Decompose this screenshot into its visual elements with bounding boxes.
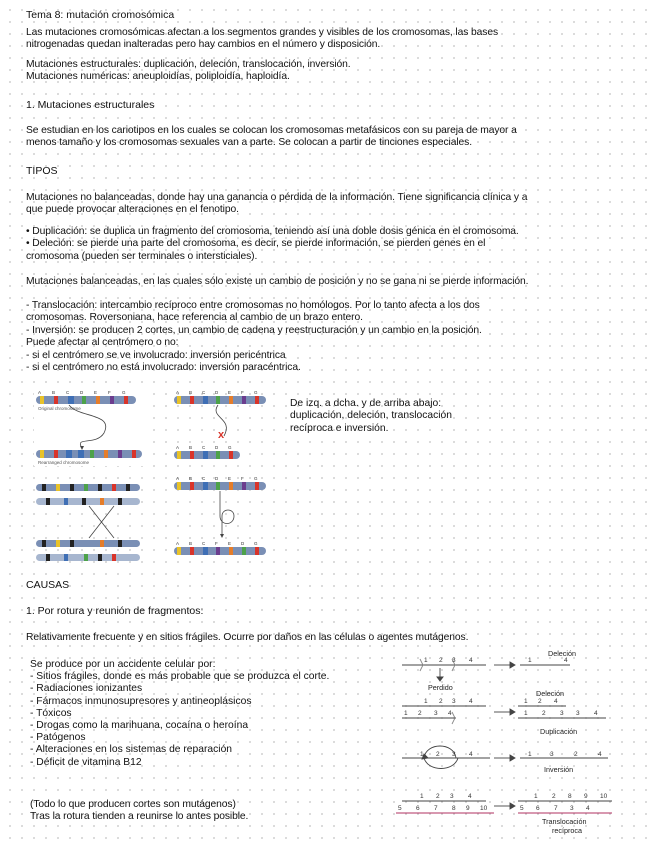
svg-text:4: 4 xyxy=(564,657,568,664)
karyotype-line-1: Se estudian en los cariotipos en los cuales se colocan los cromosomas metafásicos con su pareja de mayor a xyxy=(26,125,517,136)
svg-text:1: 1 xyxy=(420,793,424,800)
svg-text:8: 8 xyxy=(568,793,572,800)
svg-text:3: 3 xyxy=(550,751,554,758)
list-item: cromosoma (pueden ser terminales o intersticiales). xyxy=(26,250,258,262)
causa1-text xyxy=(26,632,626,644)
causa1-heading: 1. Por rotura y reunión de fragmentos: xyxy=(26,605,204,617)
intro-line-2: nitrogenadas quedan inalteradas pero hay cambios en el número y disposición. xyxy=(26,39,381,51)
svg-text:A: A xyxy=(176,476,180,481)
svg-text:3: 3 xyxy=(452,751,456,758)
svg-text:6: 6 xyxy=(416,805,420,812)
original-label: Original chromosome xyxy=(38,406,81,411)
svg-text:3: 3 xyxy=(452,698,456,705)
duplication-panel xyxy=(34,388,144,466)
svg-text:4: 4 xyxy=(598,751,602,758)
karyotype-paragraph xyxy=(26,125,626,150)
svg-text:G: G xyxy=(254,541,258,546)
svg-text:1: 1 xyxy=(424,698,428,705)
svg-text:2: 2 xyxy=(436,751,440,758)
svg-text:9: 9 xyxy=(466,805,470,812)
types-numerical: Mutaciones numéricas: aneuploidías, poliploidía, haploidía. xyxy=(26,71,290,83)
list-item: - Patógenos xyxy=(30,732,86,744)
svg-text:4: 4 xyxy=(468,793,472,800)
svg-text:C: C xyxy=(202,445,206,450)
closing-line: (Todo lo que producen cortes son mutágenos) xyxy=(30,799,236,810)
svg-text:D: D xyxy=(215,476,219,481)
list-item: - Fármacos inmunosupresores y antineoplásicos xyxy=(30,695,252,707)
balanced-line: Mutaciones balanceadas, en las cuales sólo existe un cambio de posición y no se gana ni se pierde información. xyxy=(26,276,529,287)
svg-text:x: x xyxy=(218,429,225,441)
list-item: - Déficit de vitamina B12 xyxy=(30,756,142,768)
list-item: - Tóxicos xyxy=(30,707,72,719)
svg-text:1: 1 xyxy=(524,710,528,717)
svg-text:4: 4 xyxy=(469,751,473,758)
label-lost: Perdido xyxy=(428,683,453,692)
svg-text:F: F xyxy=(215,541,218,546)
label-deletion-2: Deleción xyxy=(536,689,564,698)
svg-text:D: D xyxy=(241,541,245,546)
gene-letter: G xyxy=(122,390,126,395)
list-item: - Drogas como la marihuana, cocaína o heroína xyxy=(30,720,249,732)
svg-text:B: B xyxy=(189,390,193,395)
svg-text:C: C xyxy=(202,476,206,481)
svg-text:5: 5 xyxy=(398,805,402,812)
deletion-panel xyxy=(174,390,266,459)
svg-text:B: B xyxy=(189,445,193,450)
svg-text:3: 3 xyxy=(434,710,438,717)
caption-line: duplicación, deleción, translocación xyxy=(290,410,452,422)
balanced-paragraph xyxy=(26,276,626,288)
svg-text:2: 2 xyxy=(538,698,542,705)
svg-text:3: 3 xyxy=(450,793,454,800)
svg-text:1: 1 xyxy=(404,710,408,717)
list-item: Puede afectar al centrómero o no: xyxy=(26,337,179,349)
svg-text:1: 1 xyxy=(424,657,428,664)
svg-text:7: 7 xyxy=(434,805,438,812)
rearranged-label: Rearranged chromosome xyxy=(38,460,90,465)
gene-letter: E xyxy=(94,390,98,395)
svg-text:2: 2 xyxy=(436,793,440,800)
svg-text:F: F xyxy=(241,390,244,395)
causas-heading: CAUSAS xyxy=(26,579,70,591)
svg-text:9: 9 xyxy=(584,793,588,800)
svg-text:2: 2 xyxy=(542,710,546,717)
svg-text:4: 4 xyxy=(448,710,452,717)
svg-text:2: 2 xyxy=(418,710,422,717)
svg-text:2: 2 xyxy=(552,793,556,800)
balanced-list xyxy=(26,300,626,374)
list-item: - Inversión: se producen 2 cortes, un cambio de cadena y reestructuración y un cambio en la posición. xyxy=(26,324,482,336)
inversion-panel xyxy=(174,476,266,555)
svg-text:A: A xyxy=(176,541,180,546)
unbalanced-paragraph xyxy=(26,192,626,217)
svg-text:2: 2 xyxy=(574,751,578,758)
intro-line-1: Las mutaciones cromosómicas afectan a los segmentos grandes y visibles de los cromosomas, las bases xyxy=(26,27,498,38)
svg-text:A: A xyxy=(176,445,180,450)
svg-text:4: 4 xyxy=(554,698,558,705)
svg-text:G: G xyxy=(228,445,232,450)
svg-text:6: 6 xyxy=(536,805,540,812)
gene-letter: C xyxy=(66,390,70,395)
label-deletion-1: Deleción xyxy=(548,649,576,658)
caption-line: De izq. a dcha. y de arriba abajo: xyxy=(290,398,442,409)
svg-text:10: 10 xyxy=(600,793,608,800)
label-translocation: Translocación xyxy=(542,817,587,826)
svg-text:10: 10 xyxy=(480,805,488,812)
figure-caption xyxy=(290,398,490,435)
svg-text:D: D xyxy=(215,390,219,395)
accident-intro: Se produce por un accidente celular por: xyxy=(30,659,216,670)
svg-text:G: G xyxy=(254,476,258,481)
svg-text:G: G xyxy=(254,390,258,395)
causa1-line: Relativamente frecuente y en sitios frágiles. Ocurre por daños en las células o agentes mutágenos. xyxy=(26,632,469,643)
accident-list xyxy=(30,659,329,769)
gene-letter: D xyxy=(80,390,84,395)
svg-text:A: A xyxy=(176,390,180,395)
unbalanced-line-2: que puede provocar alteraciones en el fenotipo. xyxy=(26,204,239,216)
gene-letter: A xyxy=(38,390,42,395)
svg-text:3: 3 xyxy=(576,710,580,717)
list-item: • Duplicación: se duplica un fragmento del cromosoma, teniendo así una doble dosis génica en el cromosoma. xyxy=(26,226,519,237)
list-item: - Translocación: intercambio recíproco entre cromosomas no homólogos. Por lo tanto afecta a los dos xyxy=(26,300,480,311)
svg-text:1: 1 xyxy=(420,751,424,758)
closing-line: Tras la rotura tienden a reunirse lo antes posible. xyxy=(30,811,249,823)
list-item: cromosomas. Roversoniana, hace referencia al cambio de un brazo entero. xyxy=(26,312,363,324)
intro-paragraph xyxy=(26,27,626,52)
svg-text:B: B xyxy=(189,476,193,481)
svg-text:4: 4 xyxy=(469,657,473,664)
tipos-heading: TIPOS xyxy=(26,165,58,177)
svg-text:C: C xyxy=(202,390,206,395)
karyotype-line-2: menos tamaño y los cromosomas sexuales van a parte. Se colocan a partir de tinciones especiales. xyxy=(26,137,472,149)
unbalanced-list xyxy=(26,226,626,263)
caption-line: recíproca e inversión. xyxy=(290,422,389,434)
list-item: - Sitios frágiles, donde es más probable que se produzca el corte. xyxy=(30,671,330,683)
svg-text:2: 2 xyxy=(439,698,443,705)
svg-text:8: 8 xyxy=(452,805,456,812)
unbalanced-line-1: Mutaciones no balanceadas, donde hay una ganancia o pérdida de la información. Tiene significancia clínica y a xyxy=(26,192,528,203)
translocation-panel xyxy=(36,484,140,561)
svg-text:1: 1 xyxy=(534,793,538,800)
types-summary xyxy=(26,59,626,84)
svg-text:3: 3 xyxy=(570,805,574,812)
svg-text:4: 4 xyxy=(594,710,598,717)
svg-text:5: 5 xyxy=(520,805,524,812)
svg-text:D: D xyxy=(215,445,219,450)
svg-text:3: 3 xyxy=(560,710,564,717)
svg-text:E: E xyxy=(228,541,232,546)
list-item: - Alteraciones en los sistemas de reparación xyxy=(30,744,233,756)
label-reciprocal: recíproca xyxy=(552,826,582,835)
svg-text:E: E xyxy=(228,476,232,481)
svg-text:C: C xyxy=(202,541,206,546)
svg-text:2: 2 xyxy=(439,657,443,664)
gene-letter: F xyxy=(108,390,111,395)
svg-text:7: 7 xyxy=(554,805,558,812)
list-item: • Deleción: se pierde una parte del cromosoma, es decir, se pierde información, se pierden genes en el xyxy=(26,238,486,250)
list-item: - si el centrómero no está involucrado: inversión paracéntrica. xyxy=(26,362,301,374)
list-item: - Radiaciones ionizantes xyxy=(30,683,143,695)
svg-text:1: 1 xyxy=(528,751,532,758)
section1-heading: 1. Mutaciones estructurales xyxy=(26,99,155,111)
svg-text:1: 1 xyxy=(524,698,528,705)
label-duplication: Duplicación xyxy=(540,727,578,736)
types-structural: Mutaciones estructurales: duplicación, deleción, translocación, inversión. xyxy=(26,59,351,70)
gene-letter: B xyxy=(52,390,56,395)
label-inversion: Inversión xyxy=(544,765,574,774)
svg-text:1: 1 xyxy=(528,657,532,664)
page-title: Tema 8: mutación cromosómica xyxy=(26,9,175,21)
svg-text:4: 4 xyxy=(586,805,590,812)
svg-text:3: 3 xyxy=(452,657,456,664)
rearrangement-figure xyxy=(34,388,284,566)
svg-text:E: E xyxy=(228,390,232,395)
svg-text:F: F xyxy=(241,476,244,481)
list-item: - si el centrómero se ve involucrado: inversión pericéntrica xyxy=(26,349,286,361)
svg-text:4: 4 xyxy=(469,698,473,705)
mutation-schematic xyxy=(394,646,624,836)
svg-text:B: B xyxy=(189,541,193,546)
